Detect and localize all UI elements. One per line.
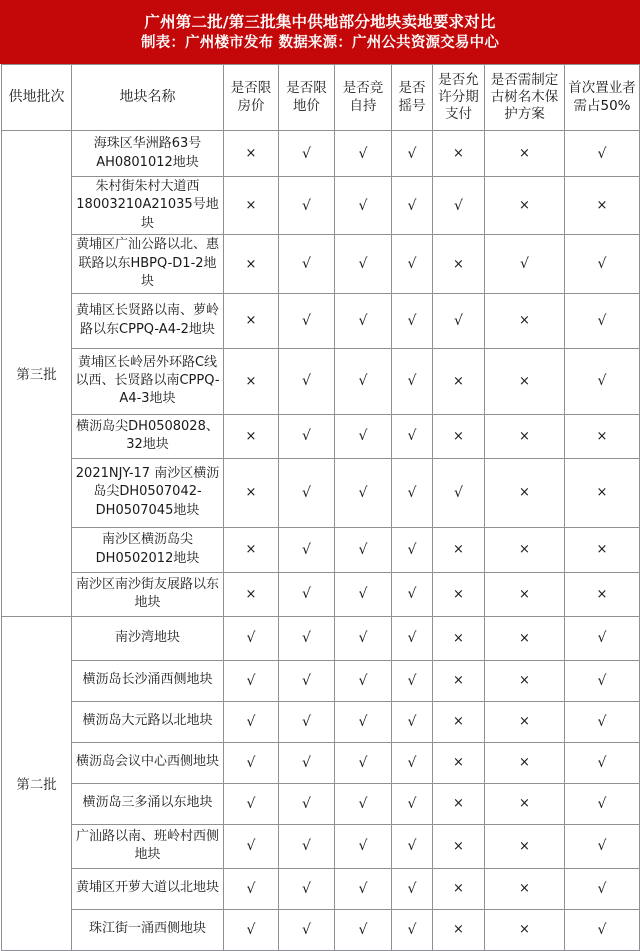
cell-self-hold: √ (335, 572, 392, 616)
cell-first-buyer-share: √ (565, 131, 640, 177)
cell-limit-land-price: √ (279, 909, 335, 950)
cell-installment: √ (433, 458, 485, 527)
col-header-limit-land-price: 是否限地价 (279, 65, 335, 131)
cell-first-buyer-share: × (565, 458, 640, 527)
cell-parcel-name: 横沥岛长沙涌西侧地块 (72, 660, 224, 701)
cell-self-hold: √ (335, 527, 392, 572)
table-row (2, 572, 640, 616)
cell-first-buyer-share: √ (565, 235, 640, 293)
cell-tree-plan: × (485, 348, 565, 414)
cell-lottery: √ (392, 868, 433, 909)
cell-limit-land-price: √ (279, 824, 335, 868)
cell-tree-plan: × (485, 293, 565, 348)
cell-tree-plan: × (485, 909, 565, 950)
col-header-installment: 是否允许分期支付 (433, 65, 485, 131)
cell-self-hold: √ (335, 701, 392, 742)
table-row (2, 527, 640, 572)
cell-tree-plan: × (485, 414, 565, 458)
cell-batch: 第三批 (2, 131, 72, 617)
cell-first-buyer-share: √ (565, 293, 640, 348)
cell-limit-house-price: √ (224, 660, 279, 701)
table-row (2, 293, 640, 348)
cell-limit-land-price: √ (279, 616, 335, 660)
cell-parcel-name: 广汕路以南、班岭村西侧地块 (72, 824, 224, 868)
land-requirements-table (1, 64, 640, 951)
banner-title: 广州第二批/第三批集中供地部分地块卖地要求对比 (144, 13, 496, 32)
cell-self-hold: √ (335, 616, 392, 660)
cell-self-hold: √ (335, 348, 392, 414)
cell-self-hold: √ (335, 909, 392, 950)
cell-self-hold: √ (335, 868, 392, 909)
cell-limit-house-price: √ (224, 868, 279, 909)
cell-limit-land-price: √ (279, 527, 335, 572)
table-row (2, 783, 640, 824)
cell-first-buyer-share: √ (565, 348, 640, 414)
cell-lottery: √ (392, 742, 433, 783)
cell-limit-land-price: √ (279, 701, 335, 742)
cell-lottery: √ (392, 131, 433, 177)
cell-installment: × (433, 909, 485, 950)
cell-parcel-name: 2021NJY-17 南沙区横沥岛尖DH0507042-DH0507045地块 (72, 458, 224, 527)
table-row (2, 909, 640, 950)
cell-tree-plan: × (485, 177, 565, 235)
cell-parcel-name: 横沥岛三多涌以东地块 (72, 783, 224, 824)
cell-limit-house-price: × (224, 414, 279, 458)
table-row (2, 177, 640, 235)
cell-lottery: √ (392, 235, 433, 293)
cell-first-buyer-share: √ (565, 742, 640, 783)
cell-installment: × (433, 701, 485, 742)
cell-lottery: √ (392, 824, 433, 868)
col-header-limit-house-price: 是否限房价 (224, 65, 279, 131)
cell-parcel-name: 横沥岛大元路以北地块 (72, 701, 224, 742)
cell-lottery: √ (392, 660, 433, 701)
cell-limit-house-price: √ (224, 783, 279, 824)
cell-installment: × (433, 572, 485, 616)
cell-limit-land-price: √ (279, 572, 335, 616)
table-row (2, 414, 640, 458)
cell-lottery: √ (392, 783, 433, 824)
col-header-parcel-name: 地块名称 (72, 65, 224, 131)
cell-limit-house-price: × (224, 293, 279, 348)
cell-installment: × (433, 868, 485, 909)
cell-lottery: √ (392, 177, 433, 235)
cell-parcel-name: 黄埔区广汕公路以北、惠联路以东HBPQ-D1-2地块 (72, 235, 224, 293)
cell-parcel-name: 横沥岛会议中心西侧地块 (72, 742, 224, 783)
table-row (2, 742, 640, 783)
cell-parcel-name: 海珠区华洲路63号AH0801012地块 (72, 131, 224, 177)
cell-first-buyer-share: √ (565, 783, 640, 824)
cell-first-buyer-share: √ (565, 616, 640, 660)
cell-self-hold: √ (335, 458, 392, 527)
table-header-row (2, 65, 640, 131)
cell-limit-land-price: √ (279, 783, 335, 824)
cell-installment: × (433, 348, 485, 414)
col-header-first-buyer-share: 首次置业者需占50% (565, 65, 640, 131)
cell-tree-plan: × (485, 527, 565, 572)
cell-limit-house-price: × (224, 235, 279, 293)
cell-lottery: √ (392, 348, 433, 414)
cell-installment: √ (433, 293, 485, 348)
cell-lottery: √ (392, 701, 433, 742)
cell-parcel-name: 珠江街一涌西侧地块 (72, 909, 224, 950)
cell-parcel-name: 南沙湾地块 (72, 616, 224, 660)
cell-limit-land-price: √ (279, 742, 335, 783)
cell-limit-house-price: × (224, 348, 279, 414)
table-row (2, 131, 640, 177)
cell-lottery: √ (392, 527, 433, 572)
cell-limit-land-price: √ (279, 868, 335, 909)
cell-limit-house-price: × (224, 527, 279, 572)
cell-tree-plan: √ (485, 235, 565, 293)
cell-self-hold: √ (335, 783, 392, 824)
cell-limit-house-price: √ (224, 616, 279, 660)
table-row (2, 701, 640, 742)
cell-parcel-name: 黄埔区开萝大道以北地块 (72, 868, 224, 909)
cell-tree-plan: × (485, 824, 565, 868)
cell-tree-plan: × (485, 868, 565, 909)
cell-parcel-name: 横沥岛尖DH0508028、32地块 (72, 414, 224, 458)
cell-lottery: √ (392, 414, 433, 458)
cell-limit-land-price: √ (279, 414, 335, 458)
cell-installment: × (433, 414, 485, 458)
cell-installment: √ (433, 177, 485, 235)
banner-subtitle: 制表：广州楼市发布 数据来源：广州公共资源交易中心 (140, 35, 500, 52)
cell-tree-plan: × (485, 742, 565, 783)
cell-limit-house-price: × (224, 131, 279, 177)
cell-first-buyer-share: × (565, 414, 640, 458)
cell-batch: 第二批 (2, 616, 72, 950)
table-body (2, 131, 640, 951)
cell-installment: × (433, 616, 485, 660)
cell-parcel-name: 黄埔区长贤路以南、萝岭路以东CPPQ-A4-2地块 (72, 293, 224, 348)
cell-self-hold: √ (335, 131, 392, 177)
cell-first-buyer-share: × (565, 527, 640, 572)
table-header (2, 65, 640, 131)
cell-limit-house-price: √ (224, 824, 279, 868)
title-banner (0, 0, 640, 64)
col-header-lottery: 是否摇号 (392, 65, 433, 131)
cell-limit-house-price: × (224, 177, 279, 235)
cell-limit-house-price: √ (224, 909, 279, 950)
cell-installment: × (433, 824, 485, 868)
cell-tree-plan: × (485, 660, 565, 701)
cell-limit-house-price: × (224, 572, 279, 616)
cell-first-buyer-share: √ (565, 909, 640, 950)
cell-limit-house-price: √ (224, 742, 279, 783)
cell-lottery: √ (392, 572, 433, 616)
cell-tree-plan: × (485, 616, 565, 660)
cell-self-hold: √ (335, 414, 392, 458)
cell-installment: × (433, 783, 485, 824)
cell-lottery: √ (392, 616, 433, 660)
cell-self-hold: √ (335, 293, 392, 348)
cell-self-hold: √ (335, 742, 392, 783)
cell-installment: × (433, 527, 485, 572)
cell-parcel-name: 南沙区南沙街友展路以东地块 (72, 572, 224, 616)
cell-lottery: √ (392, 293, 433, 348)
cell-installment: × (433, 742, 485, 783)
table-row (2, 348, 640, 414)
cell-tree-plan: × (485, 458, 565, 527)
cell-lottery: √ (392, 458, 433, 527)
cell-first-buyer-share: √ (565, 868, 640, 909)
cell-limit-land-price: √ (279, 660, 335, 701)
cell-parcel-name: 南沙区横沥岛尖DH0502012地块 (72, 527, 224, 572)
cell-installment: × (433, 660, 485, 701)
cell-limit-land-price: √ (279, 235, 335, 293)
cell-limit-land-price: √ (279, 293, 335, 348)
cell-first-buyer-share: √ (565, 824, 640, 868)
table-row (2, 235, 640, 293)
cell-parcel-name: 黄埔区长岭居外环路C线以西、长贤路以南CPPQ-A4-3地块 (72, 348, 224, 414)
table-row (2, 458, 640, 527)
cell-first-buyer-share: × (565, 572, 640, 616)
cell-limit-land-price: √ (279, 348, 335, 414)
col-header-batch: 供地批次 (2, 65, 72, 131)
cell-self-hold: √ (335, 660, 392, 701)
cell-lottery: √ (392, 909, 433, 950)
cell-self-hold: √ (335, 177, 392, 235)
col-header-self-hold: 是否竞自持 (335, 65, 392, 131)
cell-parcel-name: 朱村街朱村大道西18003210A21035号地块 (72, 177, 224, 235)
cell-limit-house-price: × (224, 458, 279, 527)
cell-installment: × (433, 131, 485, 177)
col-header-tree-protection-plan: 是否需制定古树名木保护方案 (485, 65, 565, 131)
cell-self-hold: √ (335, 235, 392, 293)
table-row (2, 616, 640, 660)
cell-limit-house-price: √ (224, 701, 279, 742)
cell-first-buyer-share: √ (565, 660, 640, 701)
cell-first-buyer-share: × (565, 177, 640, 235)
cell-tree-plan: × (485, 701, 565, 742)
cell-tree-plan: × (485, 131, 565, 177)
cell-tree-plan: × (485, 572, 565, 616)
cell-limit-land-price: √ (279, 131, 335, 177)
table-row (2, 868, 640, 909)
cell-self-hold: √ (335, 824, 392, 868)
cell-limit-land-price: √ (279, 458, 335, 527)
cell-tree-plan: × (485, 783, 565, 824)
cell-installment: × (433, 235, 485, 293)
table-row (2, 824, 640, 868)
table-row (2, 660, 640, 701)
cell-limit-land-price: √ (279, 177, 335, 235)
cell-first-buyer-share: √ (565, 701, 640, 742)
